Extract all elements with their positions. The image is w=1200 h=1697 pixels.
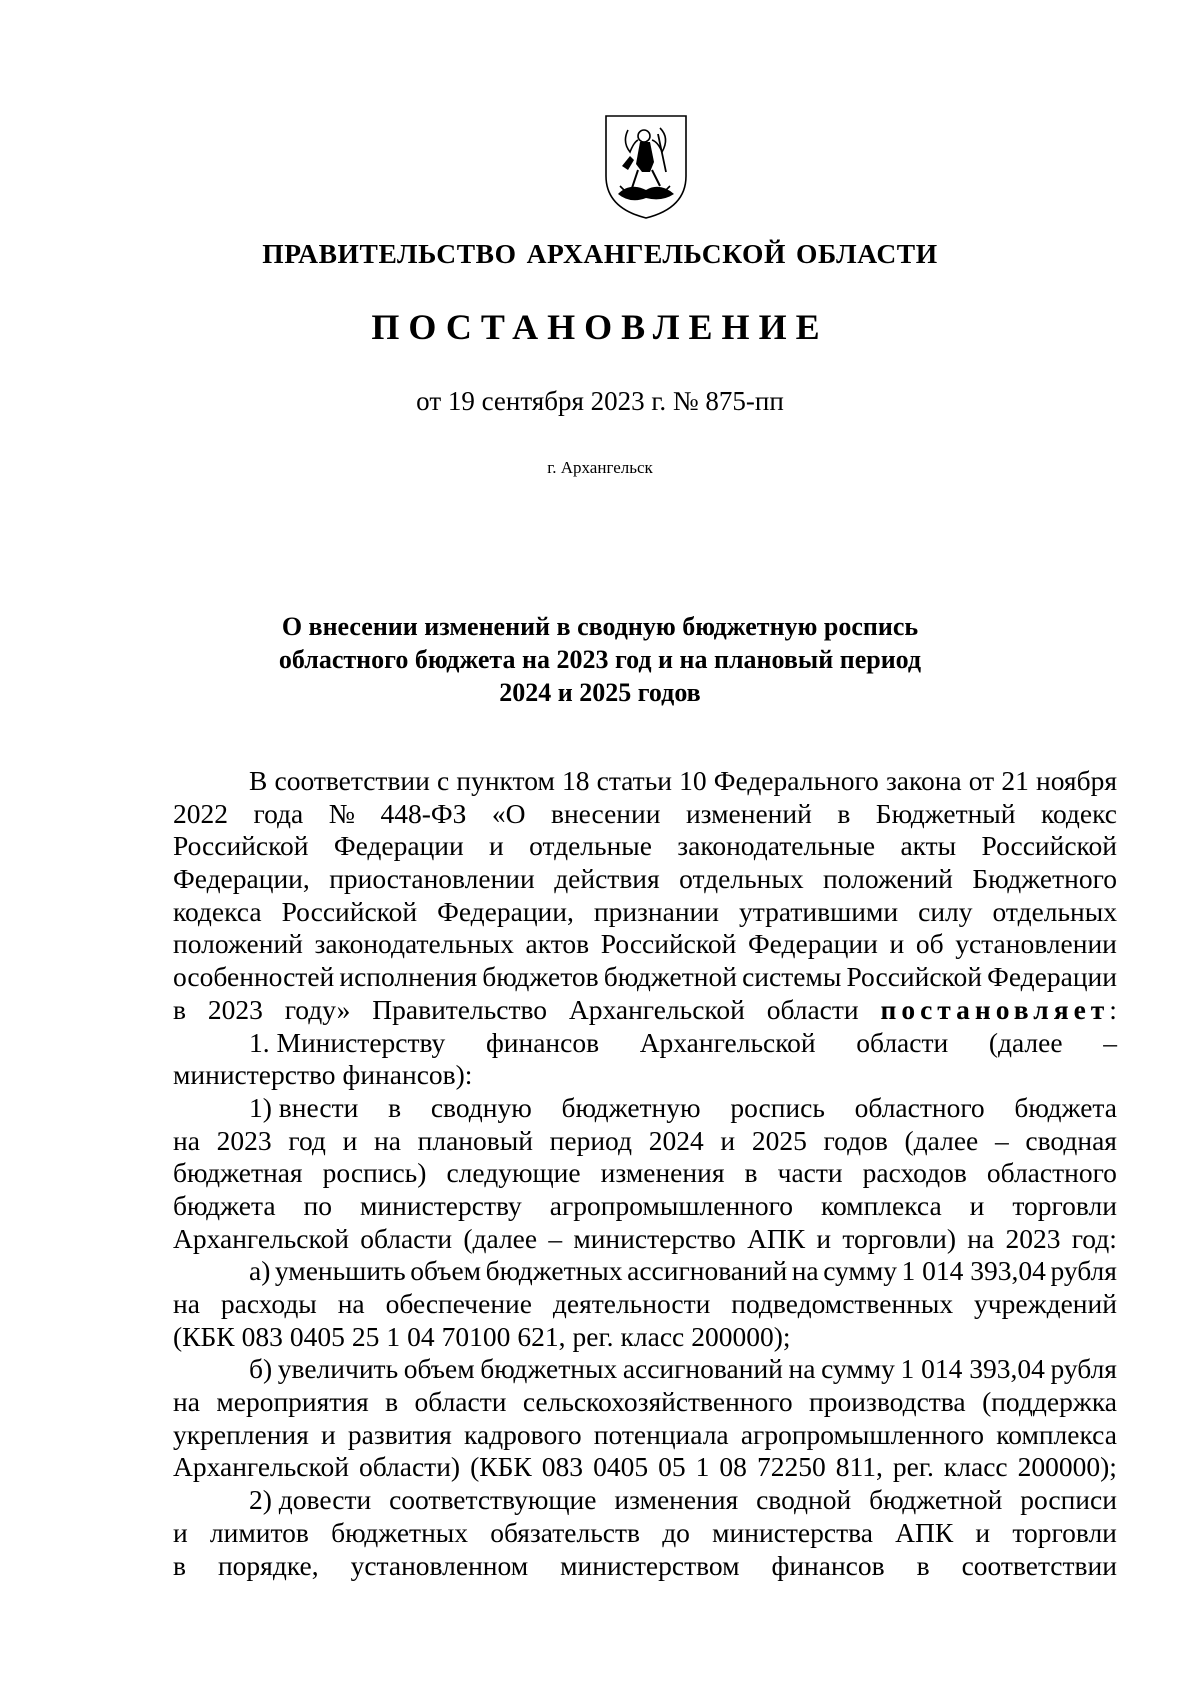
body-word: бюджета <box>173 1189 276 1221</box>
body-word: области <box>856 1026 949 1058</box>
body-word: 083 <box>541 1451 584 1483</box>
body-word: 621, <box>517 1320 566 1352</box>
body-word: бюджетная <box>173 1157 303 1189</box>
body-word: В <box>249 765 268 796</box>
body-word: – <box>994 1124 1009 1156</box>
body-word: в <box>744 1157 758 1189</box>
body-word: актов <box>525 928 590 960</box>
body-word: торговли) <box>842 1222 957 1254</box>
body-word: учреждений <box>974 1288 1117 1319</box>
body-word: год <box>288 1124 326 1156</box>
body-word: б) <box>249 1353 273 1385</box>
spaced-emphasis: постановляет <box>880 993 1110 1025</box>
body-line <box>173 1550 1117 1583</box>
body-word: 70100 <box>441 1320 511 1352</box>
body-line <box>173 928 1117 961</box>
body-word: 2023 <box>207 993 263 1025</box>
body-line <box>173 961 1117 994</box>
body-word: Российской <box>981 830 1117 862</box>
body-word: укрепления <box>173 1418 309 1450</box>
body-word: росписи <box>1020 1484 1117 1516</box>
body-line <box>173 830 1117 863</box>
date-number-line: от 19 сентября 2023 г. № 875-пп <box>416 386 784 416</box>
body-word: 2024 <box>648 1124 704 1156</box>
body-word: отдельных <box>992 895 1117 927</box>
body-word: соответствии <box>961 1549 1117 1581</box>
title-line: областного бюджета на 2023 год и на плановый период <box>278 645 922 674</box>
body-word: признании <box>593 895 719 927</box>
body-word: кодекс <box>1040 797 1117 829</box>
body-line <box>173 1386 1117 1419</box>
body-word: Бюджетного <box>972 863 1117 895</box>
body-word: министерству <box>360 1189 522 1221</box>
body-word: и <box>969 1189 985 1221</box>
body-word: сумму <box>821 1353 895 1385</box>
body-word: (поддержка <box>982 1386 1117 1418</box>
body-word: комплекса <box>996 1418 1117 1450</box>
body-line <box>173 1451 1117 1484</box>
body-word: Федерального <box>713 765 879 796</box>
body-word: уменьшить <box>274 1255 406 1287</box>
body-word: расходы <box>220 1288 317 1319</box>
body-word: Архангельской <box>173 1222 349 1254</box>
body-word: класс <box>620 1320 685 1352</box>
body-word: а) <box>249 1255 271 1287</box>
body-word: «О <box>491 797 526 829</box>
body-word: 21 <box>1001 765 1029 796</box>
body-word: 2) довести <box>249 1484 372 1516</box>
body-line <box>173 1484 1117 1517</box>
body-word: на <box>173 1124 200 1156</box>
body-word: на <box>173 1386 200 1418</box>
body-word: отдельные <box>529 830 652 862</box>
body-line <box>173 765 1117 798</box>
body-word: 10 <box>679 765 707 796</box>
body-word: бюджетных <box>331 1516 469 1548</box>
body-word: рубля <box>1050 1353 1117 1385</box>
body-word: отдельных <box>679 863 804 895</box>
body-word: развития <box>347 1418 452 1450</box>
body-word: в <box>173 993 186 1025</box>
body-word: класс <box>943 1451 1008 1483</box>
gov-word: АРХАНГЕЛЬСКОЙ <box>526 238 787 269</box>
government-name <box>0 238 1200 270</box>
body-word: года <box>253 797 304 829</box>
body-word: 1 014 393,04 <box>900 1353 1045 1385</box>
body-word: части <box>777 1157 843 1189</box>
body-line <box>173 1059 1117 1092</box>
body-word: областного <box>986 1157 1117 1189</box>
body-word: финансов <box>485 1026 600 1058</box>
city-line: г. Архангельск <box>547 458 653 477</box>
body-word: рубля <box>1050 1255 1117 1287</box>
emphasis-tail: : <box>1109 993 1117 1025</box>
body-word: (далее <box>463 1222 538 1254</box>
body-word: 811, <box>835 1451 883 1483</box>
body-word: Российской <box>846 961 982 993</box>
body-word: лимитов <box>209 1516 309 1548</box>
body-word: бюджетов <box>482 961 599 993</box>
body-word: следующие <box>446 1157 581 1189</box>
body-word: и <box>489 830 504 862</box>
body-word: 2022 <box>173 797 228 829</box>
body-word: бюджета <box>1014 1091 1117 1123</box>
body-word: приостановлении <box>329 863 535 895</box>
body-word: Российской <box>173 830 309 862</box>
body-word: на <box>337 1288 365 1319</box>
body-word: кадрового <box>464 1418 582 1450</box>
body-word: 0405 <box>593 1451 649 1483</box>
body-word: обеспечение <box>385 1288 532 1319</box>
body-word: об <box>915 928 944 960</box>
body-line <box>173 1157 1117 1190</box>
body-word: комплекса <box>820 1189 942 1221</box>
body-word: 2025 <box>751 1124 807 1156</box>
body-word: АПК <box>895 1516 954 1548</box>
body-word: Федерации <box>333 830 464 862</box>
body-word: области <box>360 1222 453 1254</box>
body-word: на <box>374 1124 401 1156</box>
body-word: и <box>816 1222 832 1254</box>
body-word: финансов): <box>342 1059 473 1091</box>
body-word: и <box>889 928 905 960</box>
body-word: на <box>967 1222 995 1254</box>
body-word: № <box>328 797 355 829</box>
body-word: увеличить <box>277 1353 399 1385</box>
body-line <box>173 1092 1117 1125</box>
body-word: рег. <box>572 1320 614 1352</box>
body-word: мероприятия <box>216 1386 369 1418</box>
body-line <box>173 994 1117 1027</box>
body-word: положений <box>823 863 953 895</box>
body-line <box>173 1255 1117 1288</box>
coat-of-arms-graphic <box>600 112 692 220</box>
body-word: ассигнований <box>627 1255 788 1287</box>
body-word: силу <box>918 895 973 927</box>
document-type: ПОСТАНОВЛЕНИЕ <box>371 307 829 347</box>
body-word: ассигнований <box>622 1353 783 1385</box>
body-word: 1 014 393,04 <box>901 1255 1046 1287</box>
body-word: пунктом <box>456 765 555 796</box>
body-word: обязательств <box>490 1516 640 1548</box>
body-word: ноября <box>1035 765 1117 796</box>
body-word: бюджетную <box>561 1091 701 1123</box>
body-word: годов <box>823 1124 888 1156</box>
body-line <box>173 1353 1117 1386</box>
body-word: сводной <box>756 1484 852 1516</box>
body-word: с <box>437 765 450 796</box>
body-word: Российской <box>281 895 418 927</box>
body-word: роспись <box>730 1091 825 1123</box>
body-word: статьи <box>596 765 672 796</box>
body-word: торговли <box>1012 1189 1117 1221</box>
body-word: областного <box>854 1091 985 1123</box>
body-word: министерство <box>173 1059 336 1091</box>
body-word: по <box>303 1189 333 1221</box>
body-word: законодательных <box>314 928 514 960</box>
body-word: и <box>173 1516 188 1548</box>
body-word: 08 <box>719 1451 747 1483</box>
body-word: агропромышленного <box>549 1189 793 1221</box>
body-word: Архангельской <box>173 1451 349 1483</box>
body-word: (КБК <box>470 1451 532 1483</box>
body-word: действия <box>554 863 660 895</box>
coat-of-arms-icon <box>600 112 692 220</box>
body-word: 05 <box>658 1451 686 1483</box>
body-word: особенностей <box>173 961 335 993</box>
body-word: соответствии <box>274 765 430 796</box>
body-word: финансов <box>771 1549 885 1581</box>
body-word: 04 <box>407 1320 435 1352</box>
body-word: (далее <box>988 1026 1063 1058</box>
body-word: министерством <box>560 1549 740 1581</box>
body-word: сводную <box>430 1091 532 1123</box>
body-word: 72250 <box>756 1451 826 1483</box>
body-word: Федерации, <box>173 863 310 895</box>
body-word: в <box>837 797 851 829</box>
body-word: внесении <box>550 797 661 829</box>
body-word: положений <box>173 928 303 960</box>
body-word: (далее <box>904 1124 979 1156</box>
title-line: 2024 и 2025 годов <box>499 678 701 707</box>
body-word: Федерации <box>747 928 878 960</box>
body-word: 200000); <box>691 1320 791 1352</box>
body-word: на <box>788 1353 816 1385</box>
document-title <box>0 610 1200 709</box>
body-word: на <box>791 1255 819 1287</box>
body-word: Федерации <box>987 961 1117 993</box>
body-word: министерства <box>712 1516 873 1548</box>
body-word: на <box>173 1288 200 1319</box>
body-word: АПК <box>747 1222 806 1254</box>
body-line <box>173 1027 1117 1060</box>
body-word: и <box>321 1418 336 1450</box>
body-word: бюджетных <box>485 1255 623 1287</box>
body-word: области) <box>358 1451 461 1483</box>
body-word: 083 <box>241 1320 283 1352</box>
body-word: порядке, <box>217 1549 319 1581</box>
body-word: году» <box>284 993 351 1025</box>
body-word: 1 <box>386 1320 401 1352</box>
body-word: и <box>720 1124 736 1156</box>
body-line <box>173 1190 1117 1223</box>
body-word: соответствующие <box>389 1484 597 1516</box>
body-line <box>173 1125 1117 1158</box>
body-word: торговли <box>1012 1516 1117 1548</box>
body-word: установлении <box>955 928 1117 960</box>
body-word: 448-ФЗ <box>380 797 467 829</box>
body-word: акты <box>900 830 957 862</box>
body-word: Архангельской <box>639 1026 816 1058</box>
body-word: бюджетной <box>869 1484 1003 1516</box>
body-word: производства <box>809 1386 966 1418</box>
body-word: закона <box>885 765 962 796</box>
body-word: деятельности <box>552 1288 711 1319</box>
title-line: О внесении изменений в сводную бюджетную роспись <box>281 612 919 641</box>
body-line <box>173 1288 1117 1321</box>
body-word: 2023 <box>1005 1222 1061 1254</box>
body-word: области <box>766 993 859 1025</box>
body-word: плановый <box>417 1124 533 1156</box>
body-word: объем <box>410 1255 482 1287</box>
body-word: сельскохозяйственного <box>522 1386 793 1418</box>
body-word: 1 <box>695 1451 710 1483</box>
body-word: до <box>662 1516 690 1548</box>
body-word: изменения <box>614 1484 739 1516</box>
body-line <box>173 1419 1117 1452</box>
body-word: в <box>388 1091 402 1123</box>
body-line <box>173 863 1117 896</box>
body-word: установленном <box>350 1549 529 1581</box>
body-word: 25 <box>351 1320 380 1352</box>
body-word: системы <box>742 961 842 993</box>
body-word: 1. Министерству <box>249 1026 446 1058</box>
body-word: 1) внести <box>249 1091 359 1123</box>
body-word: объем <box>403 1353 475 1385</box>
body-word: изменений <box>685 797 812 829</box>
body-word: – <box>548 1222 563 1254</box>
gov-word: ПРАВИТЕЛЬСТВО <box>262 238 517 269</box>
body-word: бюджетной <box>603 961 737 993</box>
body-word: 200000); <box>1017 1451 1117 1483</box>
body-word: роспись) <box>322 1157 427 1189</box>
body-word: министерство <box>573 1222 736 1254</box>
body-line <box>173 1321 1117 1354</box>
body-word: Правительство <box>372 993 548 1025</box>
body-word: Российской <box>600 928 737 960</box>
body-line <box>173 1223 1117 1256</box>
emphasized-decision-word <box>880 994 1116 1027</box>
body-word: утратившими <box>739 895 899 927</box>
body-word: бюджетных <box>480 1353 618 1385</box>
body-word: (КБК <box>173 1320 235 1352</box>
body-word: период <box>549 1124 632 1156</box>
body-line <box>173 1517 1117 1550</box>
body-word: исполнения <box>339 961 478 993</box>
body-line <box>173 798 1117 831</box>
body-word: в <box>173 1549 186 1581</box>
body-word: от <box>968 765 995 796</box>
body-word: и <box>342 1124 358 1156</box>
body-word: – <box>1103 1026 1117 1058</box>
body-word: сумму <box>823 1255 897 1287</box>
document-body <box>173 765 1117 1582</box>
body-word: Архангельской <box>568 993 745 1025</box>
body-word: законодательные <box>677 830 876 862</box>
body-word: 18 <box>561 765 590 796</box>
body-word: сводная <box>1025 1124 1117 1156</box>
body-word: и <box>975 1516 991 1548</box>
body-word: изменения <box>600 1157 725 1189</box>
body-line <box>173 896 1117 929</box>
body-word: в <box>916 1549 930 1581</box>
body-word: расходов <box>862 1157 967 1189</box>
body-word: рег. <box>892 1451 934 1483</box>
gov-word: ОБЛАСТИ <box>796 238 938 269</box>
body-word: Бюджетный <box>875 797 1016 829</box>
body-word: области <box>414 1386 507 1418</box>
body-word: подведомственных <box>731 1288 954 1319</box>
body-word: агропромышленного <box>740 1418 985 1450</box>
body-word: в <box>385 1386 399 1418</box>
body-word: кодекса <box>173 895 262 927</box>
body-word: 0405 <box>289 1320 345 1352</box>
body-word: 2023 <box>216 1124 272 1156</box>
body-word: год: <box>1071 1222 1117 1254</box>
body-word: потенциала <box>593 1418 729 1450</box>
body-word: Федерации, <box>437 895 574 927</box>
